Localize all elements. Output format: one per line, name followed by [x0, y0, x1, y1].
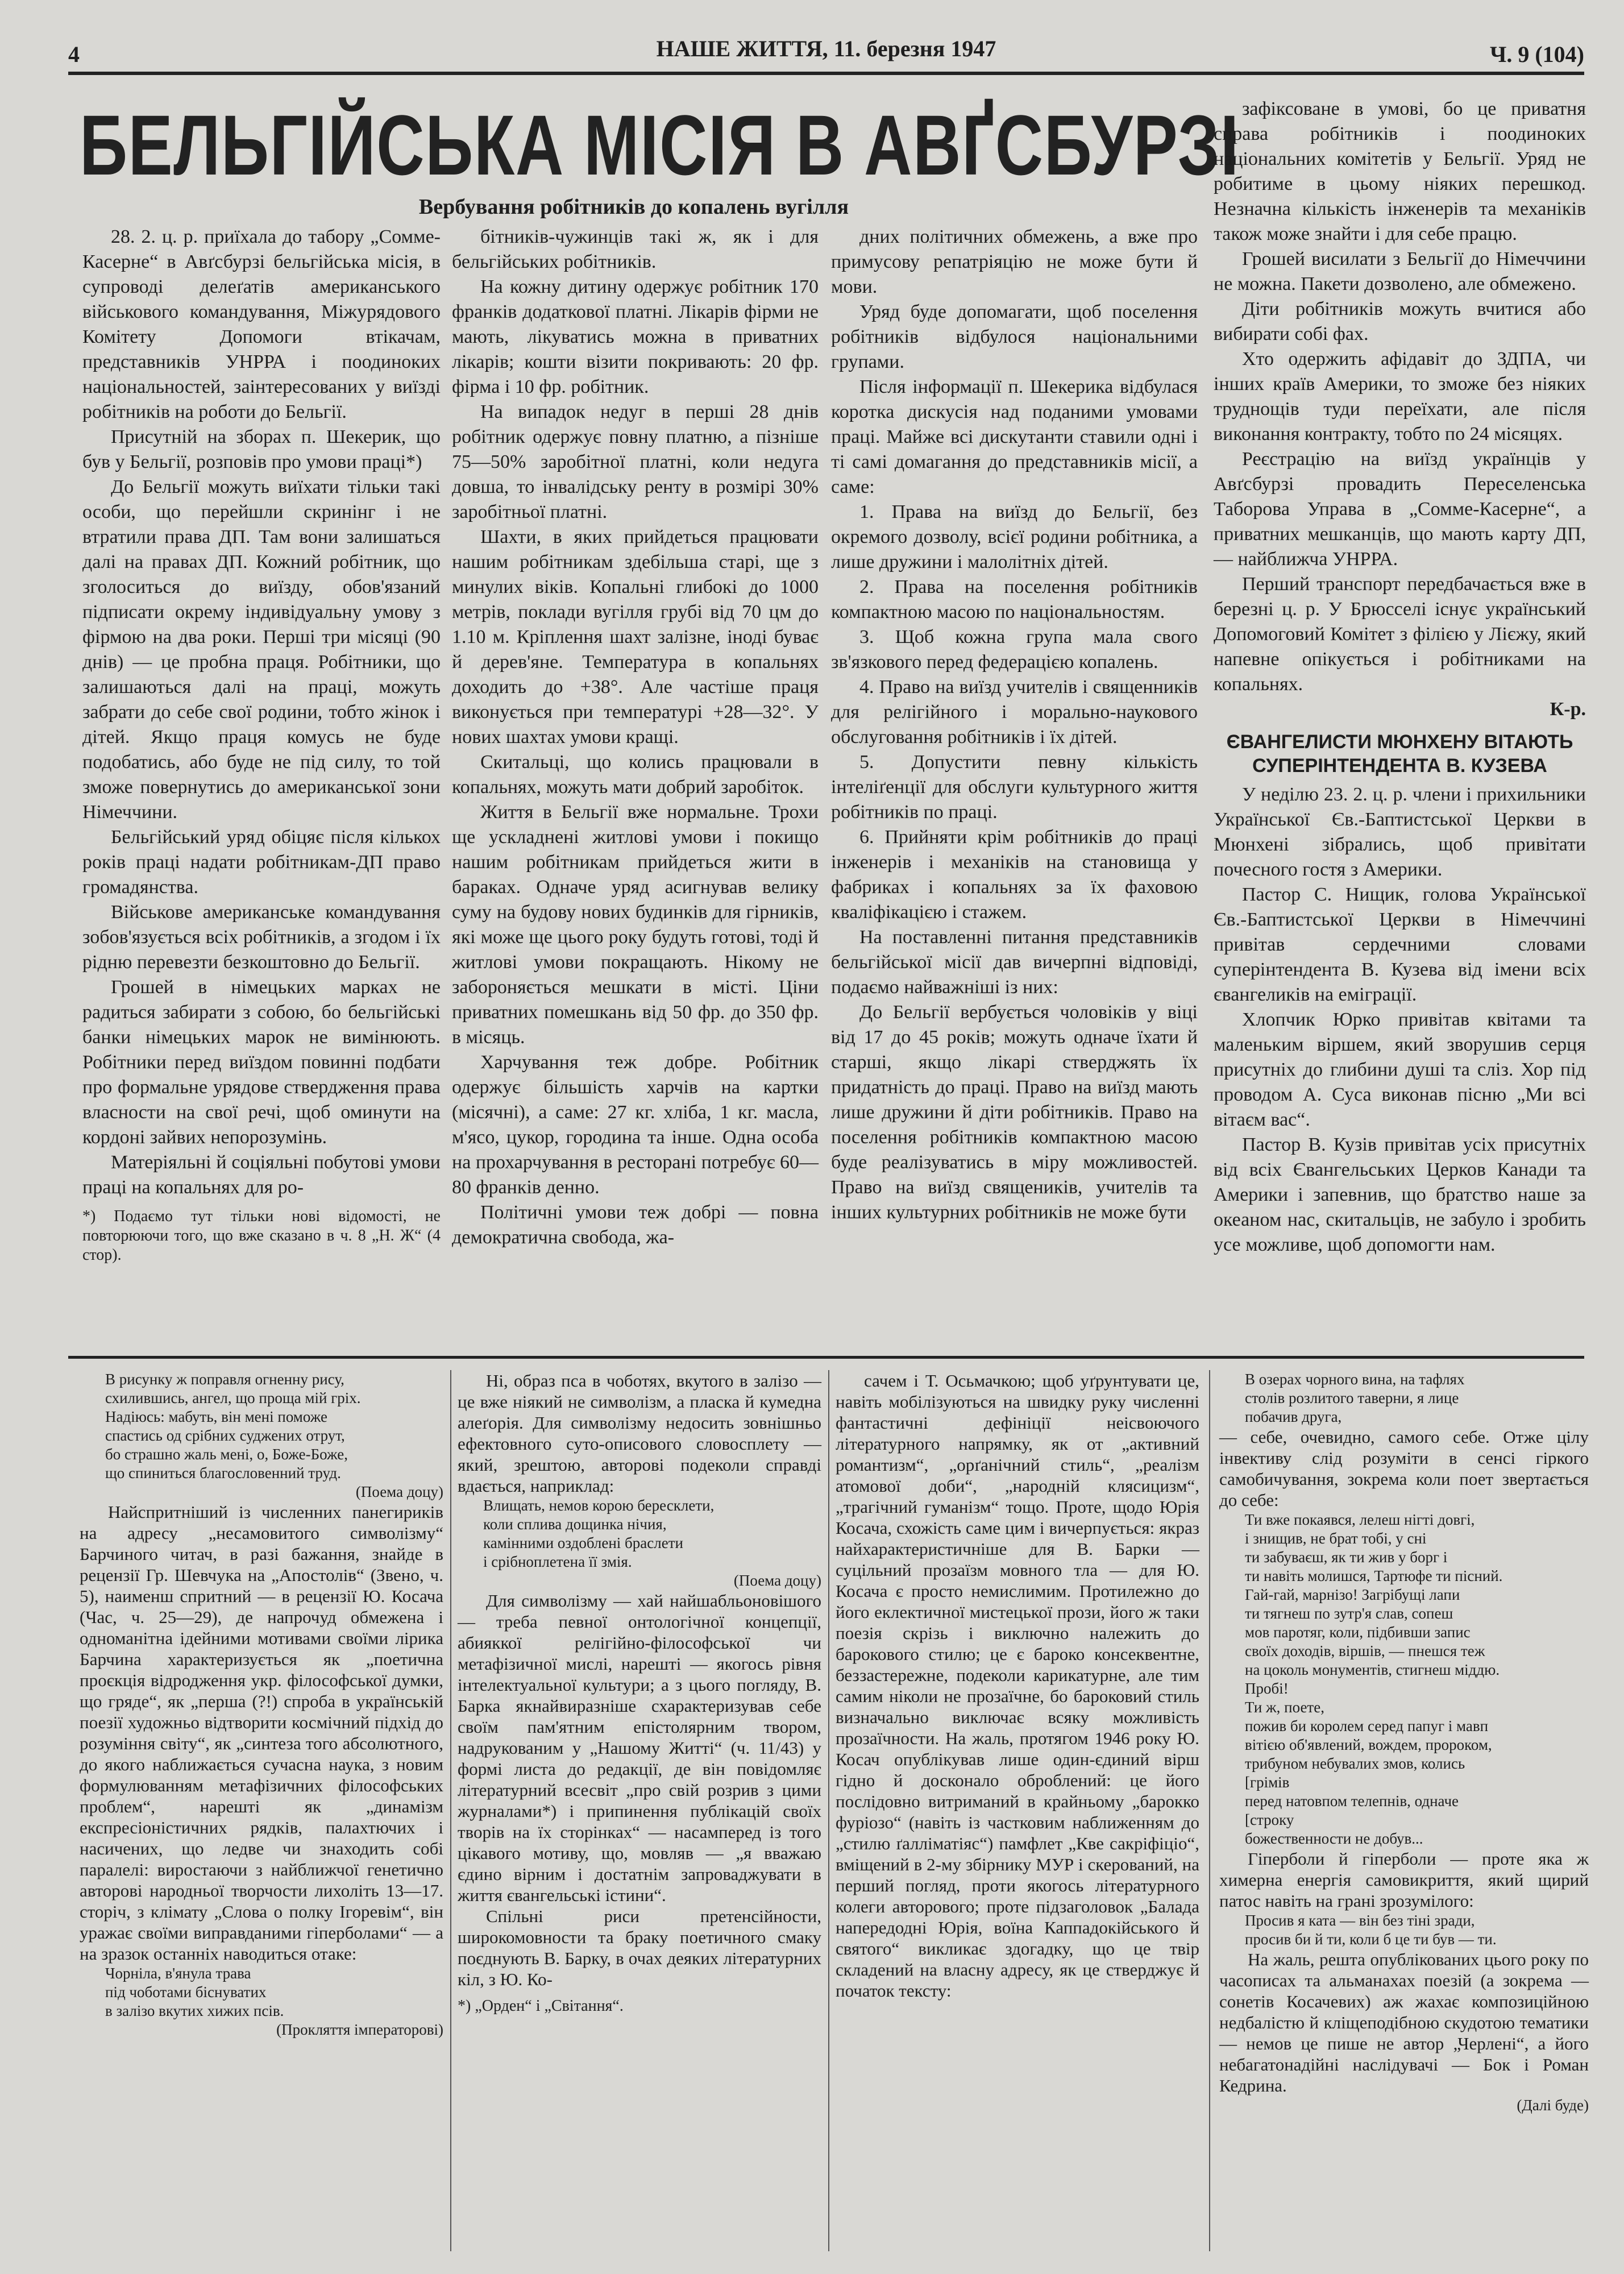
- essay-column-2: [458, 1370, 821, 2016]
- column-divider: [828, 1370, 829, 2251]
- paragraph: дних політичних обмежень, а вже про примусову репатріяцію не може бути й мови.: [831, 226, 1198, 297]
- verse-line: камінними оздоблені браслети: [483, 1534, 683, 1551]
- article-column-4: [1214, 97, 1586, 1258]
- poem-source: (Прокляття імператорові): [276, 2021, 443, 2038]
- poem-source: (Поема доцу): [733, 1572, 821, 1589]
- verse-line: під чоботами біснуватих: [105, 1983, 267, 2001]
- paragraph: 6. Прийняти крім робітників до праці інженерів і механіків на становища у фабриках і копальнях за їх фаховою кваліфікацією і стажем.: [831, 827, 1198, 923]
- verse-line: ти тягнеш по зутр'я слав, сопеш: [1245, 1605, 1453, 1622]
- paragraph: 1. Права на виїзд до Бельгії, без окремого дозволу, всієї родини робітника, а лише дружини і малолітніх дітей.: [831, 501, 1198, 572]
- paragraph: Пастор В. Кузів привітав усіх присутніх від всіх Євангельських Церков Канади та Америки і запевнив, що братство наше за океаном нас, скитальців, не забуло і зробить усе можливе, щоб допомогти нам.: [1214, 1134, 1586, 1255]
- epigraph-line: В рисунку ж поправля огненну рису,: [105, 1371, 344, 1388]
- verse-line: пожив би королем серед папуг і мавп: [1245, 1717, 1489, 1734]
- header-rule: [68, 72, 1584, 75]
- paragraph: 5. Допустити певну кількість інтеліґенції для обслуги культурного життя робітників по праці.: [831, 752, 1198, 823]
- verse-line: Чорніла, в'янула трава: [105, 1965, 251, 1982]
- paragraph: Грошей висилати з Бельгії до Німеччини не можна. Пакети дозволено, але обмежено.: [1214, 248, 1586, 294]
- page-header: [68, 35, 1584, 69]
- verse-line: в залізо вкутих хижих псів.: [105, 2002, 284, 2019]
- paragraph: Перший транспорт передбачається вже в березні ц. р. У Брюсселі існує український Допомоговий Комітет з філією у Лієжу, який напевне опікується і робітниками на копальнях.: [1214, 574, 1586, 695]
- epigraph-line: бо страшно жаль мені, о, Боже-Боже,: [105, 1446, 348, 1463]
- paragraph: Матеріяльні й соціяльні побутові умови праці на копальнях для ро-: [82, 1152, 441, 1198]
- epigraph-line: спастись од срібних суджених отрут,: [105, 1427, 345, 1444]
- masthead: НАШЕ ЖИТТЯ, 11. березня 1947: [656, 36, 996, 61]
- paragraph: Після інформації п. Шекерика відбулася коротка дискусія над поданими умовами праці. Майже всі дискутанти ставили одні і ті самі домагання до представників місії, а саме:: [831, 376, 1198, 497]
- epigraph-line: що спиниться благословенний труд.: [105, 1464, 341, 1482]
- article-title: БЕЛЬГІЙСЬКА МІСІЯ В АВҐСБУРЗІ: [80, 97, 1240, 193]
- paragraph: Гіперболи й гіперболи — проте яка ж химерна енергія самовикриття, який щирий патос навіть на грані зрозумілого:: [1219, 1849, 1589, 1911]
- paragraph: Діти робітників можуть вчитися або вибирати собі фах.: [1214, 298, 1586, 345]
- paragraph: На кожну дитину одержує робітник 170 франків додаткової платні. Лікарів фірми не мають, лікуватись можна в приватних лікарів; кошти візити покривають: 20 фр. фірма і 10 фр. робітник.: [452, 276, 819, 397]
- paragraph: На жаль, решта опублікованих цього року по часописах та альманахах поезій (а зокрема — сонетів Косачевих) аж жахає композиційною недбалістю й кліщеподібною скудотою тематики — немов це пише не автор „Черлені“, а його небагатонадійні наслідувачі — Бок і Роман Кедрина.: [1219, 1949, 1589, 2095]
- verse-line: божественности не добув...: [1245, 1830, 1423, 1847]
- paragraph: Бельгійський уряд обіцяє після кількох років праці надати робітникам-ДП право громадянства.: [82, 827, 441, 898]
- paragraph: До Бельгії можуть виїхати тільки такі особи, що перейшли скринінг і не втратили права ДП. Там вони залишаться далі на правах ДП. Кожний робітник, що зголоситься до виїзду, обов'язаний підписати окрему індивідуальну умову з фірмою на два роки. Перші три місяці (90 днів) — це пробна праця. Робітники, що залишаються далі на праці, можуть забрати до себе свої родини, тобто жінок і дітей. Якщо праця комусь не буде подобатись, або буде не під силу, то той зможе повернутись до американської зони Німеччини.: [82, 476, 441, 823]
- verse-line: ти навіть молишся, Тартюфе ти пісний.: [1245, 1567, 1503, 1584]
- paragraph: Шахти, в яких прийдеться працювати нашим робітникам здебільша старі, ще з минулих віків. Копальні глибокі до 1000 метрів, поклади вугілля грубі від 70 цм до 1.10 м. Кріплення шахт залізне, іноді буває й дерев'яне. Температура в копальнях доходить до +38°. Але частіше праця виконується при температурі +28—32°. У нових шахтах умови кращі.: [452, 526, 819, 748]
- column-divider: [450, 1370, 451, 2251]
- paragraph: 3. Щоб кожна група мала свого зв'язкового перед федерацією копалень.: [831, 626, 1198, 673]
- author-signature: К-р.: [1550, 699, 1586, 720]
- paragraph: Військове американське командування зобов'язується всіх робітників, а згодом і їх рідню перевезти безкоштовно до Бельгії.: [82, 902, 441, 973]
- verse-line: побачив друга,: [1245, 1408, 1342, 1425]
- article-title: ЄВАНГЕЛИСТИ МЮНХЕНУ ВІТАЮТЬ СУПЕРІНТЕНДЕНТА В. КУЗЕВА: [1226, 731, 1573, 777]
- paragraph: Пастор С. Нищик, голова Української Єв.-Баптистської Церкви в Німеччині привітав сердечними словами суперінтендента В. Кузева від імени всіх євангеликів на еміграції.: [1214, 884, 1586, 1005]
- verse-line: Влищать, немов корою бересклети,: [483, 1497, 715, 1514]
- verse-line: і срібноплетена її змія.: [483, 1553, 632, 1570]
- continued-note: (Далі буде): [1517, 2097, 1589, 2114]
- page-number: 4: [68, 42, 80, 67]
- paragraph: сачем і Т. Осьмачкою; щоб уґрунтувати це, навіть мобілізуються на швидку руку численні фантастичні дефініції неісвоючого літературного напрямку, як от „активний романтизм“, „орґанічний стиль“, „реалізм атомової доби“, „народній клясицизм“, „трагічний гуманізм“ тощо. Проте, щодо Юрія Косача, схожість саме цим і вичерпується: якраз найхарактеристичніше для В. Барки — суцільний прозаїзм мовного тла — для Ю. Косача є просто немислимим. Протилежно до його еклектичної мистецької прози, його ж таки поезія скрізь і виключно належить до барокового стилю; це є бароко консеквентне, беззастережне, подеколи карикатурне, але тим самим ніколи не прозаїчне, бо барoковий стиль визначально виключає всяку можливість прозаїчности. На жаль, протягом 1946 року Ю. Косач опублікував лише один-єдиний вірш гідно й досконало оброблений: це його послідовно витриманий в крайньому „барокко фуріозо“ (навіть із частковим наближенням до „стилю ґалліматіяс“) памфлет „Кве сакріфіціо“, вміщений в 2-му збірнику МУР і скерований, на перший погляд, проти якогось літературного колеги авторового; проте підзаголовок „Балада напередодні Юрія, воїна Каппадокійського й святого“ викликає здогадку, що це твір складений на власну адресу, як це стверджує й початок тексту:: [836, 1371, 1199, 2001]
- verse-line: просив би й ти, коли б це ти був — ти.: [1245, 1931, 1497, 1948]
- paragraph: Скитальці, що колись працювали в копальнях, можуть мати добрий заробіток.: [452, 752, 819, 798]
- paragraph: Присутній на зборах п. Шекерик, що був у Бельгії, розповів про умови праці*): [82, 426, 441, 472]
- paragraph: Ні, образ пса в чоботях, вкутого в залізо — це вже ніякий не символізм, а пласка й кумедна алеґорія. Для символізму недосить зовнішньо ефектовного суто-описового словосплету — який, зрештою, авторові подеколи справді вдається, наприклад:: [458, 1371, 821, 1496]
- verse-line: своїх доходів, віршів, — пнешся теж: [1245, 1642, 1485, 1659]
- poem-source: (Поема доцу): [355, 1483, 443, 1500]
- verse-line: Просив я ката — він без тіні зради,: [1245, 1912, 1475, 1929]
- verse-line: Пробі!: [1245, 1680, 1289, 1697]
- paragraph: Хлопчик Юрко привітав квітами та маленьким віршем, який зворушив серця присутніх до глибини душі та сліз. Хор під проводом А. Суса виконав пісню „Ми всі вітаєм вас“.: [1214, 1009, 1586, 1130]
- verse-line: на цоколь монументів, стигнеш міддю.: [1245, 1661, 1500, 1678]
- paragraph: Спільні риси претенсійности, широкомовности та браку поетичного смаку поєднують В. Барку, в очах деяких літературних кіл, з Ю. Ко-: [458, 1906, 821, 1989]
- article-column-3: [831, 225, 1198, 1225]
- paragraph: Життя в Бельгії вже нормальне. Трохи ще ускладнені житлові умови і покищо нашим робітникам прийдеться жити в бараках. Одначе уряд асигнував велику суму на будову нових будинків для гірників, які може ще цього року будуть готові, тоді й житлові умови покращають. Нікому не забороняється мешкати в місті. Ціни приватних помешкань від 50 фр. до 350 фр. в місяць.: [452, 802, 819, 1048]
- verse-line: Гай-гай, марнізо! Загрібущі лапи: [1245, 1586, 1460, 1603]
- verse-line: перед натовпом телепнів, одначе: [1245, 1792, 1459, 1810]
- verse-line: [грімів: [1245, 1774, 1290, 1791]
- essay-column-4: [1219, 1370, 1589, 2115]
- article-column-1: [82, 225, 441, 1265]
- footnote: *) Подаємо тут тільки нові відомості, не повторюючи того, що вже сказано в ч. 8 „Н. Ж“ (4 стор).: [82, 1207, 441, 1264]
- paragraph: зафіксоване в умові, бо це приватня справа робітників і поодиноких національних комітетів у Бельгії. Уряд не робитиме в цьому ніяких перешкод. Незначна кількість інженерів та механіків також може знайти і для себе працю.: [1214, 98, 1586, 244]
- paragraph: 2. Права на поселення робітників компактною масою по національностям.: [831, 576, 1198, 623]
- verse-line: В озерах чорного вина, на тафлях: [1245, 1371, 1465, 1388]
- paragraph: 4. Право на виїзд учителів і священників для релігійного і морально-наукового обслуговання робітників і їх дітей.: [831, 677, 1198, 748]
- article-subtitle: Вербування робітників до копалень вугілля: [418, 195, 849, 219]
- paragraph: Уряд буде допомагати, щоб поселення робітників відбулося національними групами.: [831, 301, 1198, 372]
- verse-line: [строку: [1245, 1811, 1294, 1828]
- paragraph: Найспритніший із численних панегириків на адресу „несамовитого символізму“ Барчиного читач, в разі бажання, знайде в рецензії Гр. Шевчука на „Апостолів“ (Звено, ч. 5), наименш спритний — в рецензії Ю. Косача (Час, ч. 25—29), де напрочуд обмежена і одноманітна ідейними мотивами своїми лірика Барчина характеризується як „поетична проєкція відродження укр. філософської думки, що гряде“, як „перша (?!) спроба в українській поезії художньо відтворити космічний підхід до розуміння світу“, як „синтеза того абсолютного, до якого наближається сучасна наука, з новим формулюванням метафізичних філософських проблем“, нарешті як „динамізм експресіоністичних рядків, палахтючих і насичених, що ледве чи знаходить собі паралелі: виростаючи з найближчої генетично авторові народньої творчости лихоліть 13—17. сторіч, з клімату „Слова о полку Ігоревім“, він уражає своїми виправданими гіперболами“ — а на зразок останніх наводиться отаке:: [80, 1502, 443, 1964]
- epigraph-line: схилившись, ангел, що проща мій гріх.: [105, 1389, 361, 1406]
- column-divider: [1209, 1370, 1210, 2251]
- essay-column-1: [80, 1370, 443, 2039]
- verse-line: і знищив, не брат тобі, у сні: [1245, 1530, 1427, 1547]
- issue-number: Ч. 9 (104): [1490, 42, 1584, 67]
- paragraph: — себе, очевидно, самого себе. Отже цілу інвективу слід розуміти в сенсі гіркого самобичування, зокрема коли поет звертається до себе:: [1219, 1427, 1589, 1510]
- paragraph: Грошей в німецьких марках не радиться забирати з собою, бо бельгійські банки німецьких марок не вимінюють. Робітники перед виїздом повинні подбати про формальне урядове ствердження права власности на свої речі, щоб оминути на кордоні зайвих непорозумінь.: [82, 977, 441, 1148]
- verse-line: коли сплива дощинка нічия,: [483, 1516, 667, 1533]
- epigraph-line: Надіюсь: мабуть, він мені поможе: [105, 1408, 327, 1425]
- paragraph: До Бельгії вербується чоловіків у віці від 17 до 45 років; можуть одначе їхати й старші, якщо лікарі стверджять їх придатність до праці. Право на виїзд мають лише дружини й діти робітників. Право на поселення робітників компактною масою буде реалізуватись в міру можливостей. Право на виїзд священиків, учителів та інших культурних робітників не може бути: [831, 1002, 1198, 1223]
- paragraph: Харчування теж добре. Робітник одержує більшість харчів на картки (місячні), а саме: 27 кг. хліба, 1 кг. масла, м'ясо, цукор, городина та інше. Одна особа на прохарчування в ресторані потребує 60—80 франків денно.: [452, 1052, 819, 1198]
- section-divider: [68, 1356, 1584, 1359]
- paragraph: 28. 2. ц. р. приїхала до табору „Сомме-Касерне“ в Авґсбурзі бельгійська місія, в супроводі делеґатів американського військового командування, Міжурядового Комітету Допомоги втікачам, представників УНРРА і поодиноких національностей, заінтересованих у виїзді робітників на роботи до Бельгії.: [82, 226, 441, 422]
- paragraph: Політичні умови теж добрі — повна демократична свобода, жа-: [452, 1202, 819, 1248]
- verse-line: Ти ж, поете,: [1245, 1699, 1324, 1716]
- footnote: *) „Орден“ і „Світання“.: [458, 1997, 624, 2015]
- verse-line: трибуном небувалих змов, колись: [1245, 1755, 1465, 1772]
- paragraph: На випадок недуг в перші 28 днів робітник одержує повну платню, а пізніше 75—50% заробітної платні, коли недуга довша, то інвалідську ренту в розмірі 30% заробітньої платні.: [452, 401, 819, 522]
- paragraph: Реєстрацію на виїзд українців у Авґсбурзі провадить Переселенська Таборова Управа в „Сомме-Касерне“, а приватних мешканців, що мають карту ДП, — найближча УНРРА.: [1214, 449, 1586, 570]
- verse-line: ти забуваєш, як ти жив у борг і: [1245, 1549, 1448, 1566]
- verse-line: столів розлитого таверни, я лице: [1245, 1389, 1459, 1406]
- verse-line: вітією об'явлений, вождем, пророком,: [1245, 1736, 1492, 1753]
- article-column-2: [452, 225, 819, 1250]
- paragraph: Для символізму — хай найшабльоновішого — треба певної онтологічної концепції, абияккої релігійно-філософської чи метафізичної мислі, нарешті — якогось рівня інтелектуальної культури; а з цього погляду, В. Барка якнайвиразніше схарактеризував себе своїм пам'ятним епістолярним твором, надрукованим у „Нашому Житті“ (ч. 11/43) у формі листа до редакції, де він повідомляє літературний всесвіт „про свій розрив з цими журналами*) і припинення публікацій своїх творів на їх сторінках“ — насамперед із того цікавого мотиву, що, мовляв — „я вважаю єдино вірним і достатнім запроваджувати в життя євангельські істини“.: [458, 1591, 821, 1905]
- paragraph: Хто одержить афідавіт до ЗДПА, чи інших країв Америки, то зможе без ніяких труднощів туди переїхати, але після виконання контракту, тобто по 24 місяцях.: [1214, 348, 1586, 445]
- paragraph: бітників-чужинців такі ж, як і для бельгійських робітників.: [452, 226, 819, 272]
- verse-line: мов паротяг, коли, підбивши запис: [1245, 1624, 1471, 1641]
- verse-line: Ти вже покаявся, лелеш нігті довгі,: [1245, 1511, 1475, 1528]
- paragraph: На поставленні питання представників бельгійської місії дав вичерпні відповіді, подаємо найважніші із них:: [831, 927, 1198, 998]
- essay-column-3: [836, 1370, 1199, 2001]
- paragraph: У неділю 23. 2. ц. р. члени і прихильники Української Єв.-Баптистської Церкви в Мюнхені зібрались, щоб привітати почесного гостя з Америки.: [1214, 784, 1586, 880]
